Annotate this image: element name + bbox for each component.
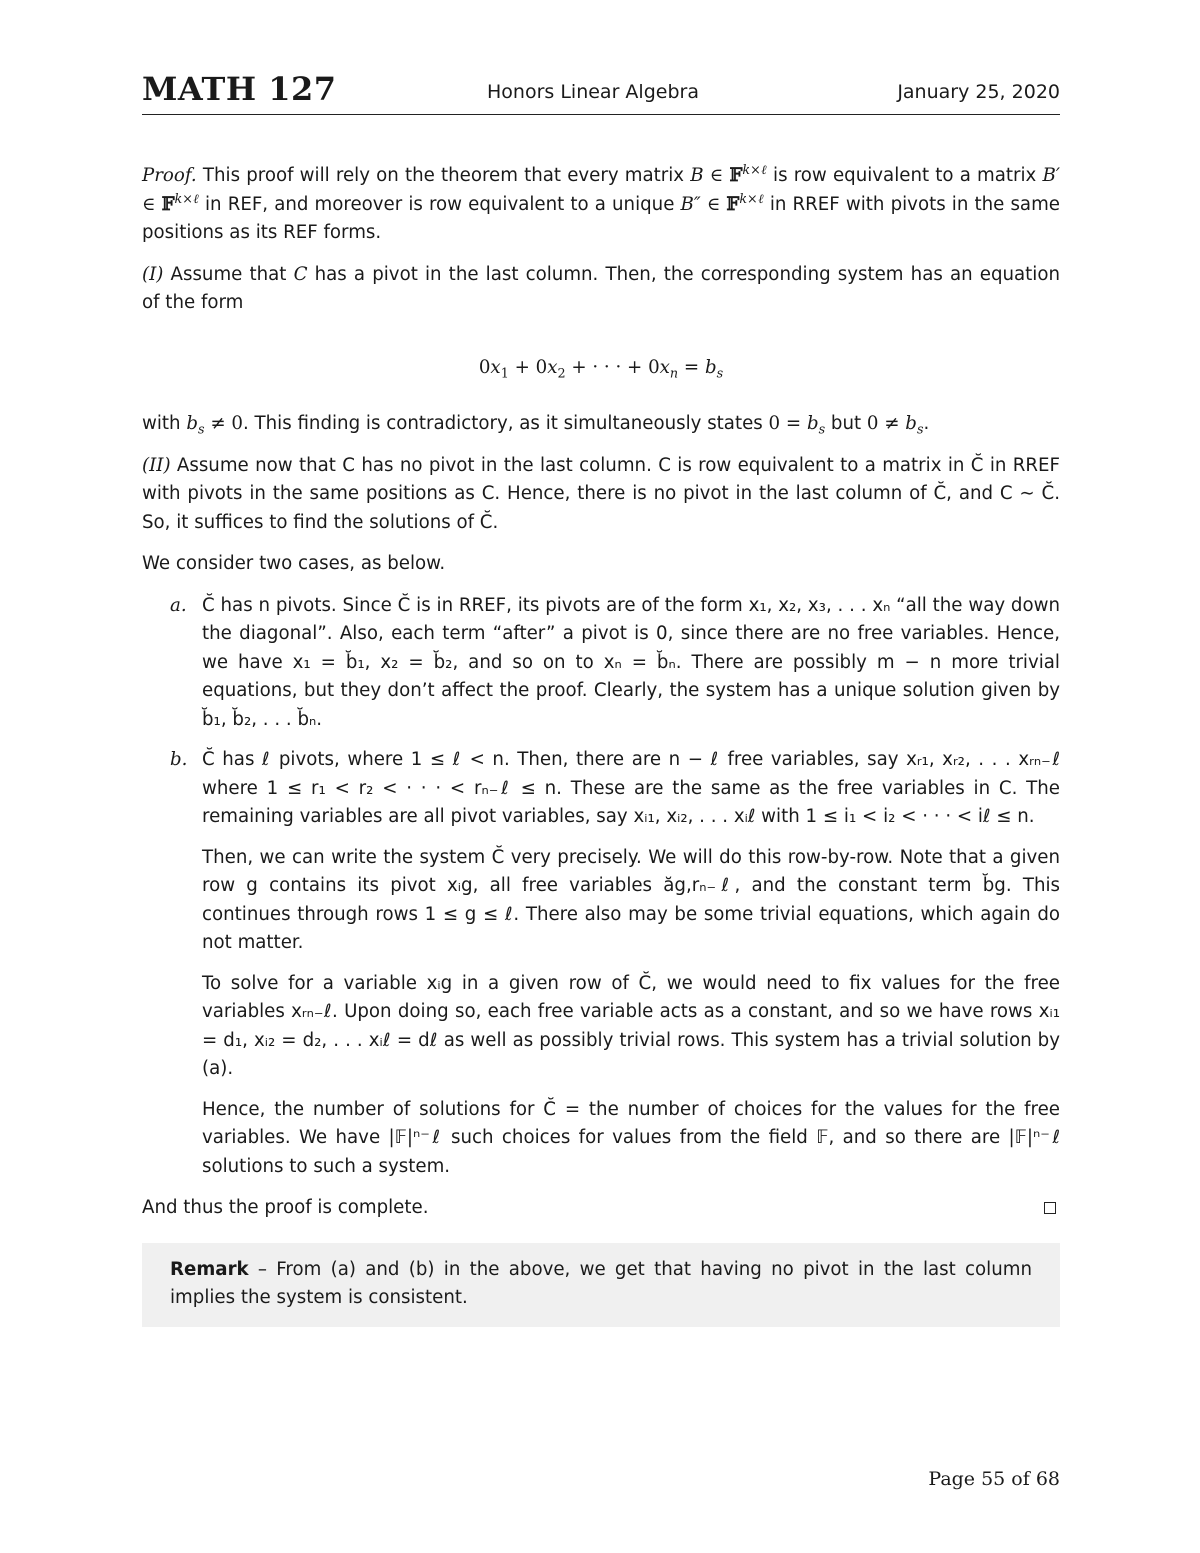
conclusion-line: [142, 1194, 1060, 1223]
remark-box: [142, 1243, 1060, 1327]
page-header: [142, 70, 1060, 115]
item-b-paragraph-4: Hence, the number of solutions for C̆ = the number of choices for the values for the free variables. We have |𝔽|ⁿ⁻ℓ such choices for values from the field 𝔽, and so there are |𝔽|ⁿ⁻ℓ solutions to such a system.: [202, 1098, 1060, 1177]
page-number: Page 55 of 68: [928, 1468, 1060, 1490]
conclusion-text: And thus the proof is complete.: [142, 1197, 429, 1218]
item-b-paragraph-1: C̆ has ℓ pivots, where 1 ≤ ℓ < n. Then, there are n − ℓ free variables, say xᵣ₁, xᵣ₂, . . . xᵣₙ₋ℓ where 1 ≤ r₁ < r₂ < · · · < rₙ₋ℓ ≤ n. These are the same as the free variables in C. The remaining variables are all pivot variables, say xᵢ₁, xᵢ₂, . . . xᵢℓ with 1 ≤ i₁ < i₂ < · · · < iℓ ≤ n.: [202, 749, 1060, 827]
case-list: [142, 592, 1060, 1182]
remark-label: Remark: [170, 1258, 249, 1280]
item-b-paragraph-3: To solve for a variable xᵢg in a given row of C̆, we would need to fix values for the free variables xᵣₙ₋ℓ. Upon doing so, each free variable acts as a constant, and so we have rows xᵢ₁ = d₁, xᵢ₂ = d₂, . . . xᵢℓ = dℓ as well as possibly trivial rows. This system has a trivial solution by (a).: [202, 972, 1060, 1079]
cases-intro: We consider two cases, as below.: [142, 553, 446, 574]
list-item: [142, 592, 1060, 735]
case-two: (II) Assume now that C has no pivot in the last column. C is row equivalent to a matrix in C̆ in RREF with pivots in the same positions as C. Hence, there is no pivot in the last column of C̆, and C ∼ C̆. So, it suffices to find the solutions of C̆.: [142, 454, 1060, 533]
item-a-label: a.: [170, 594, 187, 616]
remark-text: – From (a) and (b) in the above, we get that having no pivot in the last column implies the system is consistent.: [170, 1258, 1032, 1308]
item-b-paragraph-2: Then, we can write the system C̆ very precisely. We will do this row-by-row. Note that a given row g contains its pivot xᵢg, all free variables ăg,rₙ₋ℓ, and the constant term b̆g. This continues through rows 1 ≤ g ≤ ℓ. There also may be some trivial equations, which again do not matter.: [202, 846, 1060, 953]
list-item: [142, 746, 1060, 1181]
proof-label: Proof.: [142, 165, 197, 186]
case-one-label: (I): [142, 263, 164, 285]
item-b-label: b.: [170, 749, 188, 770]
display-equation: $0x_1 + 0x_2$ + · · · + $0x_n = b_s$: [478, 356, 724, 382]
proof-intro: Proof. This proof will rely on the theorem that every matrix B ∈ 𝔽$^{k\times\ell}$ is row equivalent to a matrix B′ ∈ 𝔽$^{k\times\ell}$ in REF, and moreover is row equivalent to a unique B″ ∈ 𝔽$^{k\times\ell}$ in RREF with pivots in the same positions as its REF forms.: [142, 162, 1060, 243]
case-one: (I) Assume that C has a pivot in the last column. Then, the corresponding system has an equation of the form: [142, 263, 1061, 313]
page-content: [142, 162, 1060, 1327]
header-date: January 25, 2020: [897, 81, 1060, 103]
case-two-label: (II): [142, 454, 171, 476]
case-one-contradiction: with $b_s \ne 0$. This finding is contradictory, as it simultaneously states $0 = b_s$ but $0 \ne b_s$.: [142, 413, 930, 438]
course-title: MATH 127: [142, 70, 337, 108]
course-subject: Honors Linear Algebra: [487, 81, 699, 103]
item-a-text: C̆ has n pivots. Since C̆ is in RREF, its pivots are of the form x₁, x₂, x₃, . . . xₙ “all the way down the diagonal”. Also, each term “after” a pivot is 0, since there are no free variables. Hence, we have x₁ = b̆₁, x₂ = b̆₂, and so on to xₙ = b̆ₙ. There are possibly m − n more trivial equations, but they don’t affect the proof. Clearly, the system has a unique solution given by b̆₁, b̆₂, . . . b̆ₙ.: [202, 594, 1060, 730]
qed-box-icon: [1044, 1202, 1056, 1214]
